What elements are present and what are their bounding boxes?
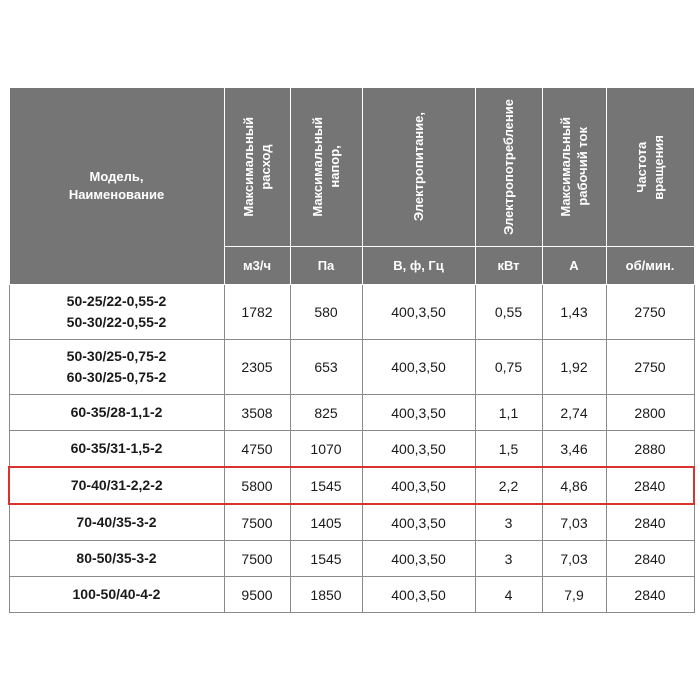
cell-rpm: 2840: [606, 541, 694, 577]
cell-current: 4,86: [542, 467, 606, 504]
cell-rpm: 2840: [606, 467, 694, 504]
cell-pressure: 1850: [290, 577, 362, 613]
model-name: 70-40/31-2,2-2: [70, 477, 163, 493]
header-consumption: [475, 88, 542, 247]
cell-pressure: 825: [290, 395, 362, 431]
cell-power-supply: 400,3,50: [362, 395, 475, 431]
header-power-supply: [362, 88, 475, 247]
cell-consumption: 2,2: [475, 467, 542, 504]
cell-consumption: 1,5: [475, 431, 542, 468]
cell-power-supply: 400,3,50: [362, 431, 475, 468]
table-row: [9, 504, 694, 541]
cell-rpm: 2750: [606, 285, 694, 340]
cell-consumption: 3: [475, 504, 542, 541]
cell-rpm: 2840: [606, 504, 694, 541]
table-row: [9, 340, 694, 395]
table-row: [9, 431, 694, 468]
unit-rpm: об/мин.: [606, 247, 694, 285]
cell-power-supply: 400,3,50: [362, 577, 475, 613]
table-row: [9, 577, 694, 613]
model-name: 50-30/25-0,75-2: [66, 348, 167, 364]
cell-flow: 9500: [224, 577, 290, 613]
fan-spec-table: [8, 87, 695, 613]
cell-current: 7,03: [542, 504, 606, 541]
cell-flow: 7500: [224, 504, 290, 541]
cell-model: [9, 431, 224, 468]
cell-flow: 5800: [224, 467, 290, 504]
header-pressure: [290, 88, 362, 247]
cell-current: 7,9: [542, 577, 606, 613]
model-name: 60-30/25-0,75-2: [66, 369, 167, 385]
header-current-label: Максимальный рабочий ток: [558, 117, 590, 217]
model-name: 60-35/31-1,5-2: [70, 440, 163, 456]
cell-flow: 7500: [224, 541, 290, 577]
header-consumption-label: Электропотребление: [501, 99, 516, 235]
model-name: 100-50/40-4-2: [72, 586, 161, 602]
header-current: [542, 88, 606, 247]
cell-current: 2,74: [542, 395, 606, 431]
cell-consumption: 0,55: [475, 285, 542, 340]
cell-pressure: 1545: [290, 541, 362, 577]
cell-rpm: 2880: [606, 431, 694, 468]
header-pressure-label: Максимальный напор,: [310, 117, 342, 217]
cell-pressure: 1545: [290, 467, 362, 504]
unit-power-supply: В, ф, Гц: [362, 247, 475, 285]
header-flow: [224, 88, 290, 247]
header-model-label: Модель, Наименование: [68, 169, 165, 202]
header-power-supply-label: Электропитание,: [411, 112, 426, 222]
cell-consumption: 3: [475, 541, 542, 577]
model-name: 60-35/28-1,1-2: [70, 404, 163, 420]
model-name: 50-30/22-0,55-2: [66, 314, 167, 330]
cell-model: [9, 541, 224, 577]
unit-pressure: Па: [290, 247, 362, 285]
header-flow-label: Максимальный расход: [241, 117, 273, 217]
cell-flow: 4750: [224, 431, 290, 468]
table-row: [9, 541, 694, 577]
table-row: [9, 285, 694, 340]
cell-pressure: 580: [290, 285, 362, 340]
header-model: [9, 88, 224, 285]
spec-table-container: [8, 87, 693, 613]
cell-power-supply: 400,3,50: [362, 285, 475, 340]
model-name: 70-40/35-3-2: [76, 514, 157, 530]
table-body: [9, 285, 694, 613]
unit-consumption: кВт: [475, 247, 542, 285]
table-header-row: [9, 88, 694, 247]
cell-model: [9, 577, 224, 613]
cell-flow: 3508: [224, 395, 290, 431]
cell-current: 1,92: [542, 340, 606, 395]
cell-power-supply: 400,3,50: [362, 504, 475, 541]
cell-rpm: 2800: [606, 395, 694, 431]
cell-consumption: 1,1: [475, 395, 542, 431]
cell-rpm: 2750: [606, 340, 694, 395]
cell-current: 7,03: [542, 541, 606, 577]
cell-model: [9, 504, 224, 541]
cell-pressure: 653: [290, 340, 362, 395]
cell-model: [9, 467, 224, 504]
header-rpm: [606, 88, 694, 247]
cell-power-supply: 400,3,50: [362, 467, 475, 504]
cell-model: [9, 340, 224, 395]
cell-current: 1,43: [542, 285, 606, 340]
unit-current: А: [542, 247, 606, 285]
unit-flow: м3/ч: [224, 247, 290, 285]
table-row-highlighted: [9, 467, 694, 504]
cell-flow: 2305: [224, 340, 290, 395]
cell-current: 3,46: [542, 431, 606, 468]
cell-power-supply: 400,3,50: [362, 541, 475, 577]
cell-consumption: 0,75: [475, 340, 542, 395]
table-row: [9, 395, 694, 431]
cell-pressure: 1070: [290, 431, 362, 468]
cell-model: [9, 395, 224, 431]
model-name: 50-25/22-0,55-2: [66, 293, 167, 309]
cell-rpm: 2840: [606, 577, 694, 613]
cell-model: [9, 285, 224, 340]
header-rpm-label: Частота вращения: [634, 134, 666, 200]
cell-power-supply: 400,3,50: [362, 340, 475, 395]
cell-pressure: 1405: [290, 504, 362, 541]
cell-consumption: 4: [475, 577, 542, 613]
model-name: 80-50/35-3-2: [76, 550, 157, 566]
cell-flow: 1782: [224, 285, 290, 340]
